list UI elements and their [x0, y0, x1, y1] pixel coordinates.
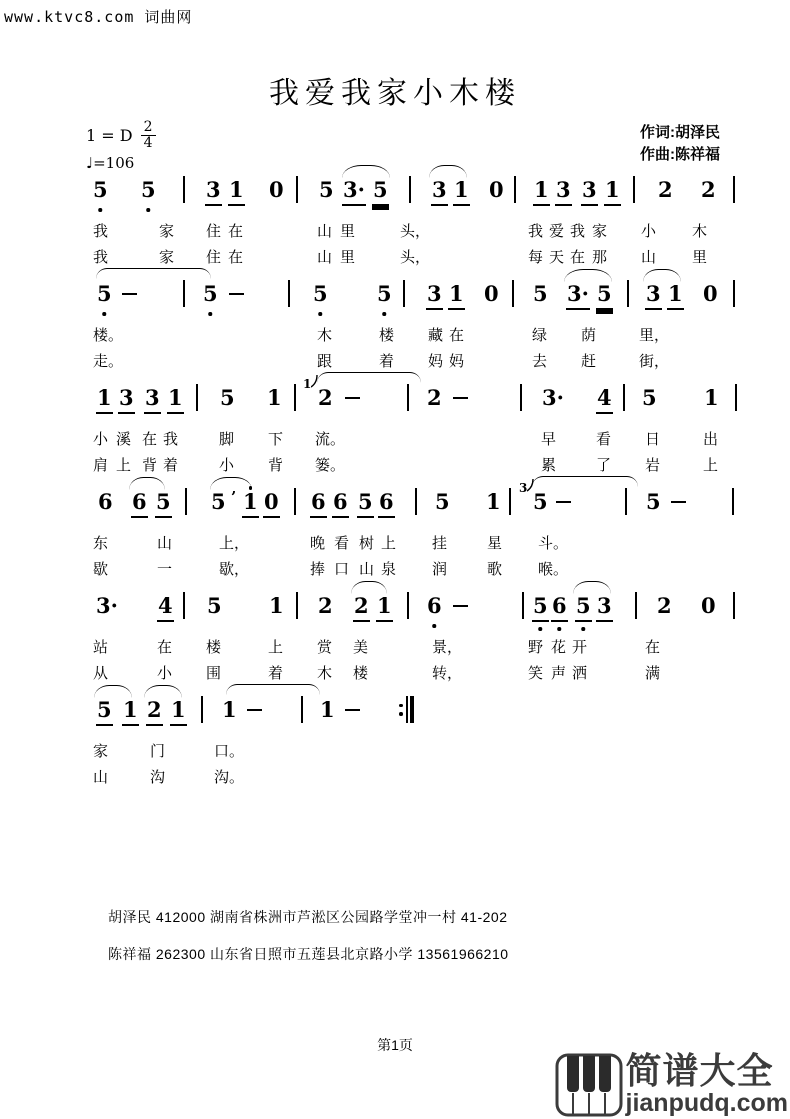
lyric-syllable: 转， [432, 665, 463, 682]
octave-dot-below [99, 208, 103, 212]
slur-arc [564, 269, 612, 282]
slur-arc [129, 477, 165, 490]
lyric-syllable: 里 [340, 223, 356, 240]
note: 2 [318, 593, 333, 618]
lyric-syllable: 在 [449, 327, 465, 344]
lyric-syllable: 走。 [93, 353, 124, 370]
note: 0 [484, 281, 499, 306]
note: 3 [556, 177, 571, 202]
slur-arc [573, 581, 611, 594]
lyric-syllable: 里， [639, 327, 670, 344]
barline [635, 592, 637, 619]
note: 5 [533, 281, 548, 306]
lyric-syllable: 住 [206, 223, 222, 240]
lyric-syllable: 看 [334, 535, 350, 552]
lyric-syllable: 着 [163, 457, 179, 474]
lyric-syllable: 沟 [150, 769, 166, 786]
note: 5 [319, 177, 334, 202]
barline [733, 280, 735, 307]
tie-arc [532, 476, 638, 490]
octave-dot-below [433, 624, 437, 628]
note: 3· [542, 385, 564, 410]
lyric-syllable: 口。 [214, 743, 245, 760]
note: 6 [311, 489, 326, 514]
lyric-syllable: 景， [432, 639, 463, 656]
lyric-syllable: 在 [645, 639, 661, 656]
barline [623, 384, 625, 411]
slur-arc [351, 581, 387, 594]
octave-dot-below [558, 627, 562, 631]
note: 1 [123, 697, 138, 722]
note: 1 [242, 490, 259, 516]
note: 6 [132, 489, 147, 514]
lyric-syllable: 住 [206, 249, 222, 266]
barline [625, 488, 627, 515]
lyric-syllable: 楼 [379, 327, 395, 344]
note: 5 [532, 594, 549, 620]
barline [407, 592, 409, 619]
barline [409, 176, 411, 203]
lyric-syllable: 润 [432, 561, 448, 578]
quarter-note-icon: ♩ [86, 154, 94, 172]
lyric-syllable: 家 [159, 223, 175, 240]
piano-keys-icon [555, 1053, 623, 1117]
note: 0 [703, 281, 718, 306]
lyric-syllable: 满 [645, 665, 661, 682]
note: 3 [427, 281, 442, 306]
note: 5 [97, 697, 112, 722]
lyric-syllable: 楼。 [93, 327, 124, 344]
lyric-syllable: 美 [353, 639, 369, 656]
note: 5 [642, 385, 657, 410]
barline [520, 384, 522, 411]
note: 6 [551, 594, 568, 620]
note: 2 [147, 697, 162, 722]
dash-note [671, 501, 686, 503]
composer-contact-line: 陈祥福 262300 山东省日照市五莲县北京路小学 13561966210 [108, 946, 509, 962]
note: 1 [222, 697, 237, 722]
note: 1 [704, 385, 719, 410]
lyricist-contact-line: 胡泽民 412000 湖南省株洲市芦淞区公园路学堂冲一村 41-202 [108, 909, 508, 925]
note: 2 [658, 177, 673, 202]
lyric-syllable: 小 [641, 223, 657, 240]
lyric-syllable: 从 [93, 665, 109, 682]
lyric-syllable: 早 [541, 431, 557, 448]
note: 1 [269, 593, 284, 618]
lyric-syllable: 背 [268, 457, 284, 474]
lyric-syllable: 流。 [315, 431, 346, 448]
note: 3 [145, 385, 160, 410]
dash-note [345, 709, 360, 711]
note: 0 [264, 489, 279, 514]
lyric-syllable: 在 [142, 431, 158, 448]
note: 5 [202, 282, 219, 308]
dash-note [453, 605, 468, 607]
lyric-syllable: 赶 [581, 353, 597, 370]
barline [403, 280, 405, 307]
tie-arc [317, 372, 421, 386]
score-system [0, 170, 790, 274]
lyric-syllable: 藏 [428, 327, 444, 344]
dash-note [247, 709, 262, 711]
lyric-syllable: 山 [359, 561, 375, 578]
lyric-syllable: 下 [268, 431, 284, 448]
note: 5 [96, 282, 113, 308]
lyric-syllable: 喉。 [538, 561, 569, 578]
lyric-syllable: 山 [317, 223, 333, 240]
note: 5 [358, 489, 373, 514]
lyric-syllable: 绿 [532, 327, 548, 344]
note: 1 [168, 385, 183, 410]
lyric-syllable: 荫 [581, 327, 597, 344]
note: 0 [701, 593, 716, 618]
lyric-syllable: 山 [641, 249, 657, 266]
barline [196, 384, 198, 411]
octave-dot-below [319, 312, 323, 316]
barline [733, 176, 735, 203]
note: 5 [646, 489, 661, 514]
slur-arc [643, 269, 681, 282]
barline [512, 280, 514, 307]
key-label: 1 = D [86, 126, 133, 145]
barline [294, 384, 296, 411]
lyric-syllable: 头， [400, 249, 431, 266]
lyric-syllable: 岩 [645, 457, 661, 474]
lyric-syllable: 爱 [549, 223, 565, 240]
note: 6 [426, 594, 443, 620]
lyric-syllable: 上 [381, 535, 397, 552]
tie-arc [96, 268, 211, 282]
meter-denominator: 4 [143, 135, 153, 151]
barline [733, 592, 735, 619]
barline [301, 696, 303, 723]
score-system [0, 482, 790, 586]
logo-text-block [626, 1052, 789, 1117]
barline [294, 488, 296, 515]
meter-numerator: 2 [141, 120, 156, 136]
barline [514, 176, 516, 203]
score-system [0, 586, 790, 690]
logo-name: 简谱大全 [625, 1050, 774, 1091]
slur-arc [429, 165, 467, 178]
note: 2 [427, 385, 442, 410]
note: 1 [320, 697, 335, 722]
lyric-syllable: 家 [592, 223, 608, 240]
note: 0 [269, 177, 284, 202]
lyric-syllable: 上 [116, 457, 132, 474]
lyric-syllable: 看 [596, 431, 612, 448]
lyric-syllable: 妈 [428, 353, 444, 370]
barline [296, 592, 298, 619]
note: 3· [567, 281, 589, 306]
note: 6 [333, 489, 348, 514]
lyric-syllable: 沟。 [214, 769, 245, 786]
lyric-syllable: 挂 [432, 535, 448, 552]
barline [185, 488, 187, 515]
note: 1 [267, 385, 282, 410]
lyric-syllable: 家 [93, 743, 109, 760]
dash-note [556, 501, 571, 503]
lyric-syllable: 在 [157, 639, 173, 656]
lyric-syllable: 我 [93, 223, 109, 240]
note: 1 [229, 177, 244, 202]
lyric-syllable: 出 [703, 431, 719, 448]
note: 5 [207, 593, 222, 618]
octave-dot-below [539, 627, 543, 631]
lyric-syllable: 每 [528, 249, 544, 266]
note: 5 [373, 177, 388, 202]
page-number: 第1页 [377, 1037, 413, 1053]
lyric-syllable: 去 [532, 353, 548, 370]
lyric-syllable: 山 [157, 535, 173, 552]
barline [183, 280, 185, 307]
barline [183, 592, 185, 619]
note: 5 [376, 282, 393, 308]
lyric-syllable: 歇 [93, 561, 109, 578]
lyric-syllable: 里 [692, 249, 708, 266]
lyric-syllable: 篓。 [315, 457, 346, 474]
note: 5 [220, 385, 235, 410]
lyric-syllable: 木 [317, 327, 333, 344]
note: 3 [119, 385, 134, 410]
lyric-syllable: 天 [549, 249, 565, 266]
lyric-syllable: 在 [228, 223, 244, 240]
lyric-syllable: 跟 [317, 353, 333, 370]
lyric-syllable: 累 [541, 457, 557, 474]
lyric-syllable: 山 [93, 769, 109, 786]
lyricist-credit: 作词:胡泽民 [640, 124, 720, 141]
lyric-syllable: 小 [219, 457, 235, 474]
lyric-syllable: 木 [317, 665, 333, 682]
tie-arc [226, 684, 320, 698]
dash-note [122, 293, 137, 295]
lyric-syllable: 野 [528, 639, 544, 656]
lyric-syllable: 树 [359, 535, 375, 552]
lyric-syllable: 站 [93, 639, 109, 656]
lyric-syllable: 泉 [381, 561, 397, 578]
barline [415, 488, 417, 515]
barline [183, 176, 185, 203]
note: 5 [312, 282, 329, 308]
lyric-syllable: 我 [528, 223, 544, 240]
octave-dot-below [147, 208, 151, 212]
lyric-syllable: 背 [142, 457, 158, 474]
lyric-syllable: 上 [268, 639, 284, 656]
lyric-syllable: 在 [570, 249, 586, 266]
lyric-syllable: 上， [219, 535, 250, 552]
note: 1 [171, 697, 186, 722]
dash-note [453, 397, 468, 399]
octave-dot-below [383, 312, 387, 316]
lyric-syllable: 花 [551, 639, 567, 656]
score-system [0, 274, 790, 378]
barline [509, 488, 511, 515]
song-title: 我爱我家小木楼 [269, 77, 521, 110]
note: 2 [318, 385, 333, 410]
lyric-syllable: 歌 [487, 561, 503, 578]
note: 1 [454, 177, 469, 202]
lyric-syllable: 楼 [353, 665, 369, 682]
lyric-syllable: 楼 [206, 639, 222, 656]
note: 5 [92, 178, 109, 204]
lyric-syllable: 捧 [310, 561, 326, 578]
tempo-value: =106 [93, 154, 135, 172]
octave-dot-below [209, 312, 213, 316]
barline [732, 488, 734, 515]
lyric-syllable: 小 [93, 431, 109, 448]
note: 1 [97, 385, 112, 410]
note: 6 [379, 489, 394, 514]
barline [201, 696, 203, 723]
lyric-syllable: 开 [572, 639, 588, 656]
slur-arc [342, 165, 390, 178]
lyric-syllable: 那 [592, 249, 608, 266]
lyric-syllable: 小 [157, 665, 173, 682]
barline [627, 280, 629, 307]
octave-dot-below [103, 312, 107, 316]
slur-arc [210, 477, 252, 490]
dash-note [229, 293, 244, 295]
note: 1 [377, 593, 392, 618]
lyric-syllable: 肩 [93, 457, 109, 474]
barline [288, 280, 290, 307]
lyric-syllable: 脚 [219, 431, 235, 448]
note: 5 [140, 178, 157, 204]
grace-note: 1 [303, 374, 320, 390]
score-system [0, 690, 790, 794]
lyric-syllable: 着 [379, 353, 395, 370]
note: 3 [582, 177, 597, 202]
octave-dot-below [582, 627, 586, 631]
lyric-syllable: 头， [400, 223, 431, 240]
barline [522, 592, 524, 619]
lyric-syllable: 歇， [219, 561, 250, 578]
lyric-syllable: 我 [93, 249, 109, 266]
note: 4 [158, 593, 173, 618]
dash-note [345, 397, 360, 399]
lyric-syllable: 里 [340, 249, 356, 266]
lyric-syllable: 我 [570, 223, 586, 240]
note: 2 [701, 177, 716, 202]
breath-mark-icon: ’ [231, 488, 237, 506]
lyric-syllable: 妈 [449, 353, 465, 370]
barline [633, 176, 635, 203]
lyric-syllable: 溪 [116, 431, 132, 448]
lyric-syllable: 在 [228, 249, 244, 266]
lyric-syllable: 一 [157, 561, 173, 578]
composer-credit: 作曲:陈祥福 [640, 146, 720, 163]
note: 1 [534, 177, 549, 202]
lyric-syllable: 声 [551, 665, 567, 682]
barline [407, 384, 409, 411]
lyric-syllable: 我 [163, 431, 179, 448]
lyric-syllable: 日 [645, 431, 661, 448]
note: 3 [597, 593, 612, 618]
grace-note: 3 [519, 478, 536, 494]
repeat-end-barline [399, 696, 414, 723]
note: 5 [597, 281, 612, 306]
barline [735, 384, 737, 411]
lyric-syllable: 晚 [310, 535, 326, 552]
note: 2 [354, 593, 369, 618]
note: 5 [575, 594, 592, 620]
note: 5 [211, 489, 226, 514]
note: 1 [486, 489, 501, 514]
lyric-syllable: 了 [596, 457, 612, 474]
note: 5 [156, 489, 171, 514]
note: 3 [432, 177, 447, 202]
lyric-syllable: 口 [334, 561, 350, 578]
lyric-syllable: 上 [703, 457, 719, 474]
site-watermark: www.ktvc8.com 词曲网 [4, 8, 193, 26]
lyric-syllable: 木 [692, 223, 708, 240]
logo-domain: jianpudq.com [625, 1089, 788, 1117]
note: 1 [668, 281, 683, 306]
barline [296, 176, 298, 203]
lyric-syllable: 笑 [528, 665, 544, 682]
note: 1 [605, 177, 620, 202]
lyric-syllable: 斗。 [538, 535, 569, 552]
lyric-syllable: 街， [639, 353, 670, 370]
lyric-syllable: 赏 [317, 639, 333, 656]
lyric-syllable: 星 [487, 535, 503, 552]
lyric-syllable: 围 [206, 665, 222, 682]
note: 5 [533, 489, 548, 514]
lyric-syllable: 家 [159, 249, 175, 266]
lyric-syllable: 着 [268, 665, 284, 682]
note: 3 [206, 177, 221, 202]
note: 3 [646, 281, 661, 306]
note: 3· [343, 177, 365, 202]
lyric-syllable: 门 [150, 743, 166, 760]
slur-arc [144, 685, 182, 698]
slur-arc [94, 685, 132, 698]
lyric-syllable: 山 [317, 249, 333, 266]
note: 5 [435, 489, 450, 514]
note: 1 [449, 281, 464, 306]
note: 4 [597, 385, 612, 410]
note: 3· [96, 593, 118, 618]
jianpudq-logo [555, 1052, 789, 1117]
lyric-syllable: 洒 [572, 665, 588, 682]
score-system [0, 378, 790, 482]
note: 0 [489, 177, 504, 202]
note: 2 [657, 593, 672, 618]
note: 6 [98, 489, 113, 514]
lyric-syllable: 东 [93, 535, 109, 552]
